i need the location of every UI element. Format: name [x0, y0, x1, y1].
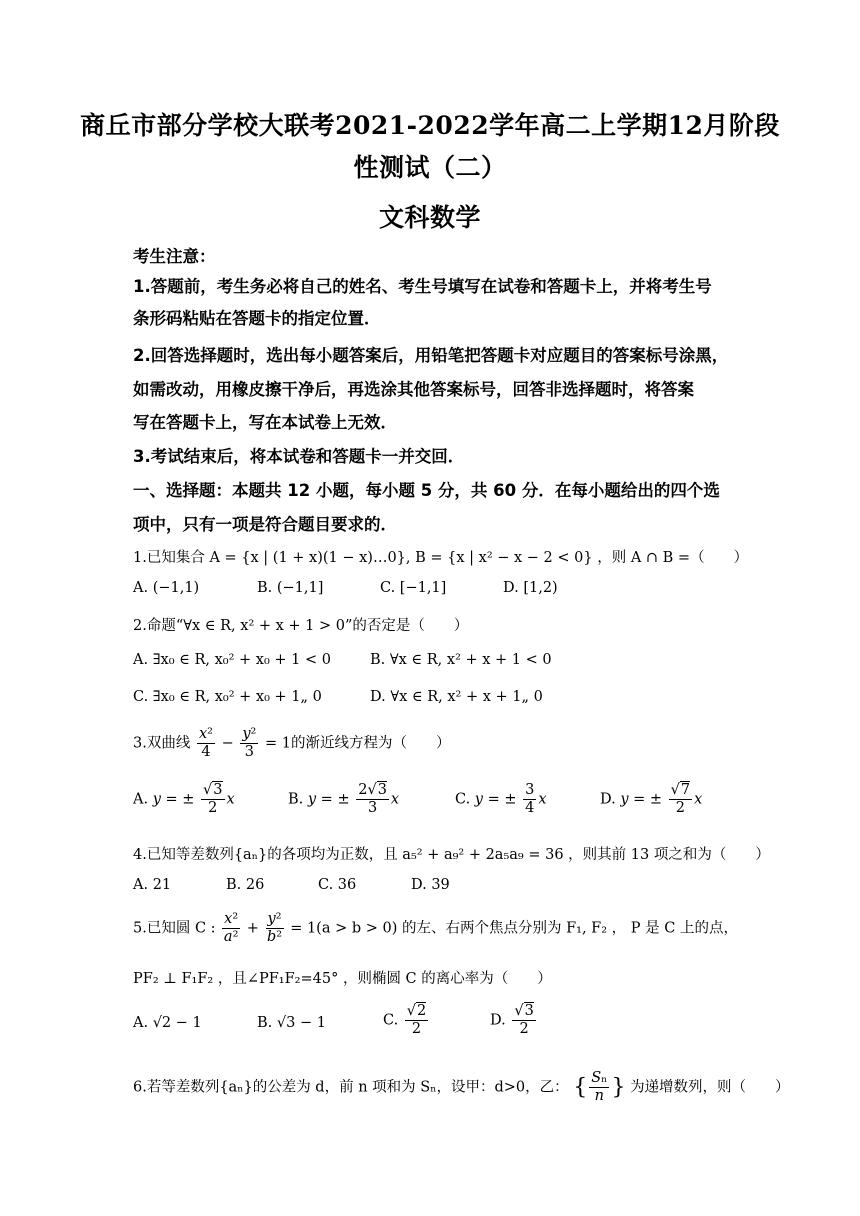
question-1: 1.已知集合 A = {x | (1 + x)(1 − x)…0}, B = {x | x² − x − 2 < 0} ，则 A ∩ B =（ ） — [133, 550, 749, 566]
q4-option-a: A. 21 — [133, 877, 172, 893]
question-3: 3.双曲线 $\frac{\text{x²}}{4}$ − $\frac{\text{y²}}{3}$ = 1的渐近线方程为（ ） — [133, 726, 451, 760]
q4-option-c: C. 36 — [318, 877, 357, 893]
exam-subtitle: 文科数学 — [378, 203, 481, 232]
exam-title-line2: 性测试（二） — [353, 153, 507, 182]
q2-option-d: D. ∀x ∈ R, x² + x + 1„ 0 — [370, 689, 543, 705]
notice-1-line2: 条形码粘贴在答题卡的指定位置． — [133, 309, 381, 328]
question-2: 2.命题“∀x ∈ R, x² + x + 1 > 0”的否定是（ ） — [133, 618, 469, 634]
q5-option-d: D. $\frac{√3}{2}$ — [490, 1003, 534, 1037]
q3-option-c: C. y = ± $\frac{3}{4}$ x — [455, 782, 547, 816]
q6-prefix: 6.若等差数列{aₙ}的公差为 d，前 n 项和为 Sₙ，设甲：d>0，乙： — [133, 1079, 569, 1096]
q2-option-c: C. ∃x₀ ∈ R, x₀² + x₀ + 1„ 0 — [133, 689, 322, 705]
q3-frac-x: $\frac{\text{x²}}{4}$ — [198, 726, 213, 760]
q2-option-b: B. ∀x ∈ R, x² + x + 1 < 0 — [370, 652, 552, 668]
q5-option-c: C. $\frac{√2}{2}$ — [383, 1003, 427, 1037]
q5-frac-y: $\frac{\text{y²}}{\text{b²}}$ — [267, 911, 283, 945]
q5-frac-x: $\frac{\text{x²}}{\text{a²}}$ — [223, 911, 239, 945]
notice-2-line3: 写在答题卡上，写在本试卷上无效． — [133, 413, 397, 432]
question-6: 6.若等差数列{aₙ}的公差为 d，前 n 项和为 Sₙ，设甲：d>0，乙： { $\frac{\text{Sₙ}}{n}$ } 为递增数列，则（ ） — [133, 1070, 790, 1104]
section1-line2: 项中，只有一项是符合题目要求的． — [133, 515, 397, 534]
q6-suffix: 为递增数列，则（ ） — [630, 1079, 790, 1096]
question-5-line2: PF₂ ⊥ F₁F₂ ，且∠PF₁F₂=45° ，则椭圆 C 的离心率为（ ） — [133, 971, 552, 987]
q5-option-b: B. √3 − 1 — [257, 1015, 326, 1031]
q4-option-d: D. 39 — [411, 877, 450, 893]
q3-option-b: B. y = ± $\frac{2√3}{3}$ x — [288, 782, 400, 816]
q3-frac-y: $\frac{\text{y²}}{3}$ — [242, 726, 257, 760]
q5-option-a: A. √2 − 1 — [133, 1015, 202, 1031]
q6-frac-sn: $\frac{\text{Sₙ}}{n}$ — [591, 1070, 608, 1104]
q5-prefix: 5.已知圆 C : — [133, 920, 216, 937]
q3-option-a: A. y = ± $\frac{√3}{2}$ x — [133, 782, 235, 816]
question-5: 5.已知圆 C : $\frac{\text{x²}}{\text{a²}}$ + $\frac{\text{y²}}{\text{b²}}$ = 1(a > b > 0) 的左、右两个焦点分别为 F₁, F₂ ， P 是 C 上的点， — [133, 911, 738, 945]
q1-option-c: C. [−1,1] — [380, 580, 447, 596]
q1-option-a: A. (−1,1) — [133, 580, 200, 596]
q3-option-d: D. y = ± $\frac{√7}{2}$ x — [600, 782, 703, 816]
q1-option-b: B. (−1,1] — [257, 580, 324, 596]
q4-option-b: B. 26 — [226, 877, 265, 893]
notice-1-line1: 1.答题前，考生务必将自己的姓名、考生号填写在试卷和答题卡上，并将考生号 — [133, 277, 712, 296]
q1-option-d: D. [1,2) — [503, 580, 558, 596]
q3-prefix: 3.双曲线 — [133, 735, 191, 752]
notice-2-line1: 2.回答选择题时，选出每小题答案后，用铅笔把答题卡对应题目的答案标号涂黑， — [133, 346, 729, 365]
notice-header: 考生注意： — [133, 247, 216, 266]
notice-2-line2: 如需改动，用橡皮擦干净后，再选涂其他答案标号，回答非选择题时，将答案 — [133, 380, 694, 399]
notice-3: 3.考试结束后，将本试卷和答题卡一并交回． — [133, 447, 465, 466]
section1-line1: 一、选择题：本题共 12 小题，每小题 5 分，共 60 分．在每小题给出的四个选 — [133, 481, 720, 500]
question-4: 4.已知等差数列{aₙ}的各项均为正数，且 a₅² + a₉² + 2a₅a₉ = 36 ，则其前 13 项之和为（ ） — [133, 847, 770, 863]
q5-suffix: = 1(a > b > 0) 的左、右两个焦点分别为 F₁, F₂ ， P 是 C 上的点， — [290, 920, 738, 937]
exam-title-line1: 商丘市部分学校大联考2021-2022学年高二上学期12月阶段 — [80, 111, 780, 140]
q2-option-a: A. ∃x₀ ∈ R, x₀² + x₀ + 1 < 0 — [133, 652, 331, 668]
q3-suffix: = 1的渐近线方程为（ ） — [264, 735, 451, 752]
